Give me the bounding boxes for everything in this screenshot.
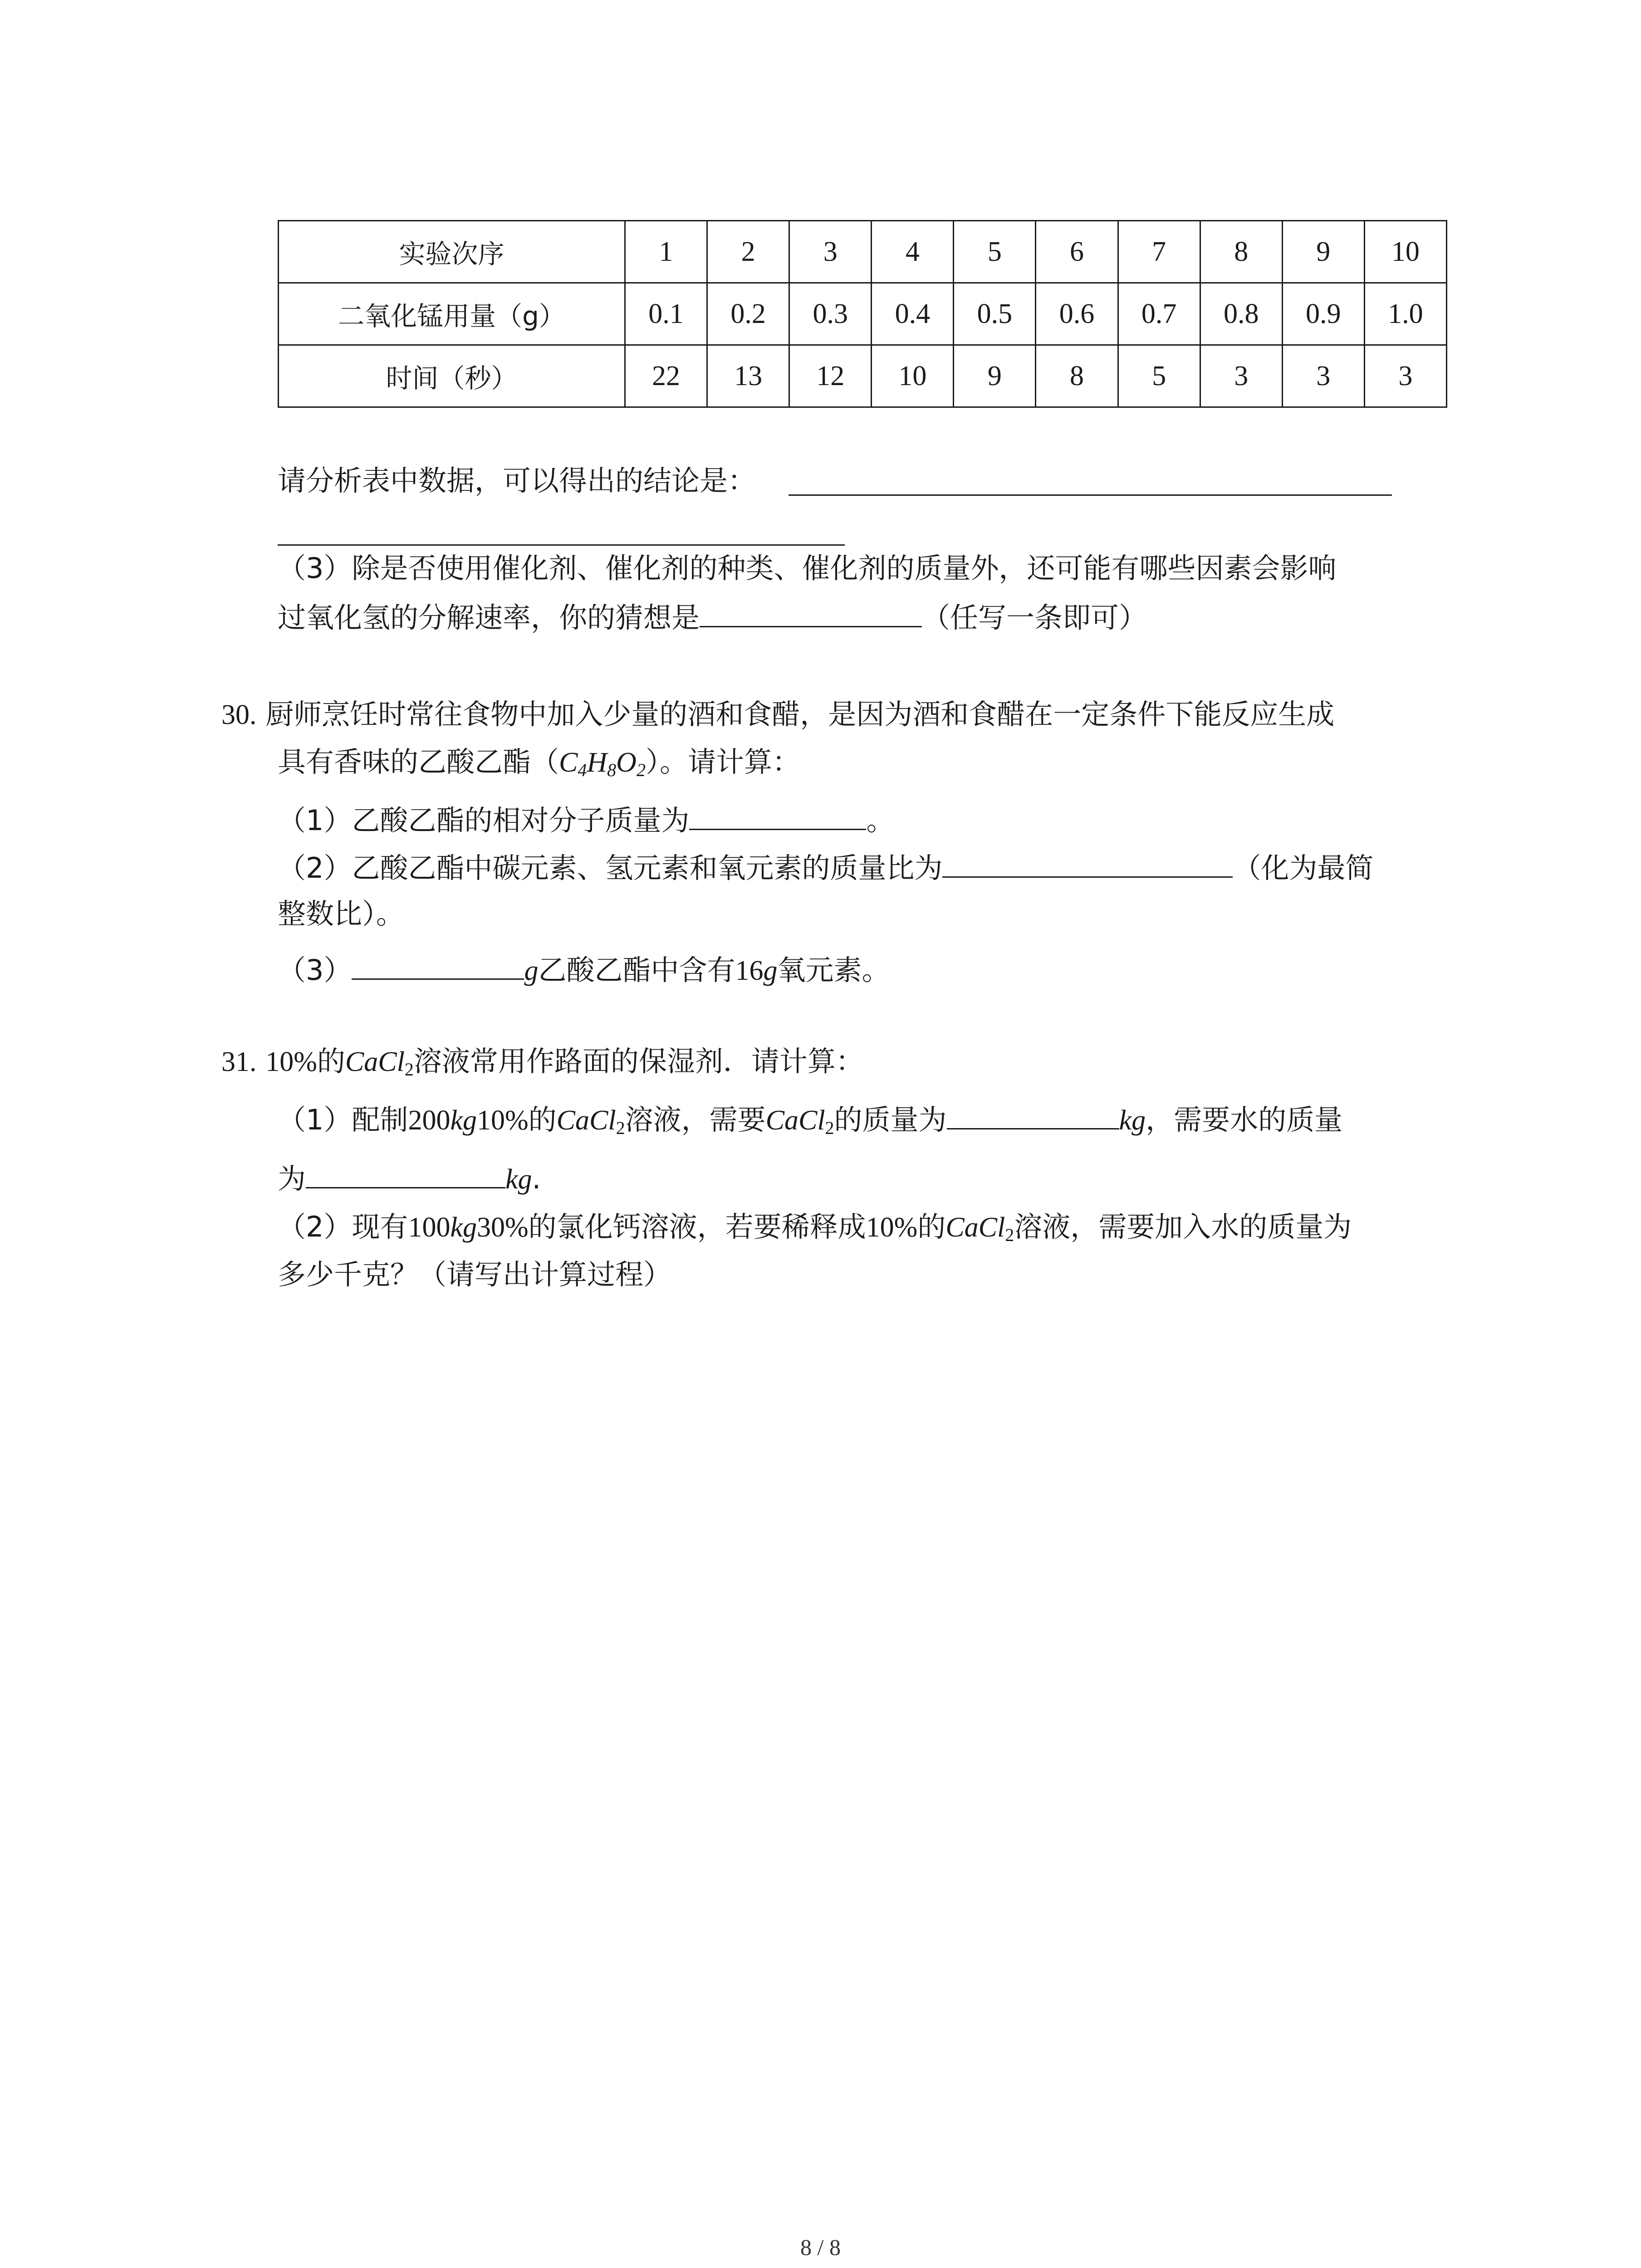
formula-ethyl-acetate: $C_4H_8O_2$ xyxy=(559,747,646,780)
table-cell: 0.1 xyxy=(625,283,707,345)
table-cell: 1 xyxy=(625,221,707,283)
table-cell: 22 xyxy=(625,345,707,407)
q31-water-mass-blank[interactable] xyxy=(306,1159,505,1188)
q31-part1-cont: 为 kg. xyxy=(278,1159,541,1198)
table-cell: 8 xyxy=(1200,221,1282,283)
table-cell: 7 xyxy=(1118,221,1200,283)
table-cell: 0.9 xyxy=(1282,283,1364,345)
table-cell: 0.5 xyxy=(954,283,1036,345)
table-row xyxy=(279,221,1447,283)
table-cell: 6 xyxy=(1036,221,1118,283)
table-cell: 5 xyxy=(954,221,1036,283)
table-cell: 5 xyxy=(1118,345,1200,407)
table-cell: 3 xyxy=(789,221,872,283)
q29-part3-line2: 过氧化氢的分解速率，你的猜想是 （任写一条即可） xyxy=(278,598,1147,636)
table-cell: 10 xyxy=(872,345,954,407)
experiment-table xyxy=(278,220,1447,408)
row-label: 二氧化锰用量（g） xyxy=(279,283,625,345)
q30-part2: （2）乙酸乙酯中碳元素、氢元素和氧元素的质量比为 （化为最简 xyxy=(278,848,1373,886)
page-number: 8 / 8 xyxy=(800,2234,841,2260)
table-cell: 9 xyxy=(1282,221,1364,283)
table-row xyxy=(279,283,1447,345)
q30-line1: 30. 厨师烹饪时常往食物中加入少量的酒和食醋，是因为酒和食醋在一定条件下能反应生成 xyxy=(221,698,1335,731)
q31-number: 31. xyxy=(221,1046,257,1077)
table-cell: 2 xyxy=(707,221,789,283)
table-cell: 0.8 xyxy=(1200,283,1282,345)
row-label: 实验次序 xyxy=(279,221,625,283)
table-cell: 0.3 xyxy=(789,283,872,345)
q30-part3: （3） g乙酸乙酯中含有16g氧元素。 xyxy=(278,950,890,989)
q29-conclusion-blank-2[interactable] xyxy=(278,544,845,546)
q30-part2-blank[interactable] xyxy=(942,848,1233,878)
table-cell: 4 xyxy=(872,221,954,283)
table-cell: 8 xyxy=(1036,345,1118,407)
table-cell: 13 xyxy=(707,345,789,407)
q31-part2: （2）现有100kg30%的氯化钙溶液，若要稀释成10%的CaCl$_2$溶液，需要加入水的质量为 xyxy=(278,1210,1352,1245)
q29-part3-line1: （3）除是否使用催化剂、催化剂的种类、催化剂的质量外，还可能有哪些因素会影响 xyxy=(278,552,1337,585)
q31-cacl2-mass-blank[interactable] xyxy=(947,1100,1119,1129)
table-cell: 0.2 xyxy=(707,283,789,345)
q29-guess-blank[interactable] xyxy=(700,598,922,627)
q29-conclusion-blank-1[interactable] xyxy=(789,494,1392,496)
table-cell: 1.0 xyxy=(1364,283,1446,345)
table-cell: 3 xyxy=(1282,345,1364,407)
table-cell: 3 xyxy=(1364,345,1446,407)
q30-part2-cont: 整数比）。 xyxy=(278,897,405,930)
table-cell: 0.6 xyxy=(1036,283,1118,345)
q29-conclusion-prompt: 请分析表中数据，可以得出的结论是： xyxy=(278,464,756,497)
table-row xyxy=(279,345,1447,407)
q30-number: 30. xyxy=(221,699,257,730)
q30-part1: （1）乙酸乙酯的相对分子质量为 。 xyxy=(278,801,894,839)
q31-part2-cont: 多少千克？（请写出计算过程） xyxy=(278,1258,672,1291)
table-cell: 0.7 xyxy=(1118,283,1200,345)
q30-part1-blank[interactable] xyxy=(689,801,866,830)
q30-part3-blank[interactable] xyxy=(352,950,524,980)
table-cell: 3 xyxy=(1200,345,1282,407)
table-cell: 12 xyxy=(789,345,872,407)
table-cell: 9 xyxy=(954,345,1036,407)
q31-line1: 31. 10%的CaCl$_2$溶液常用作路面的保湿剂．请计算： xyxy=(221,1045,864,1080)
table-cell: 0.4 xyxy=(872,283,954,345)
q30-line2: 具有香味的乙酸乙酯$(C_4H_8O_2)$。请计算： xyxy=(278,745,800,780)
q31-part1: （1）配制200kg10%的CaCl$_2$溶液，需要CaCl$_2$的质量为 kg，需要水的质量 xyxy=(278,1100,1342,1139)
row-label: 时间（秒） xyxy=(279,345,625,407)
table-cell: 10 xyxy=(1364,221,1446,283)
